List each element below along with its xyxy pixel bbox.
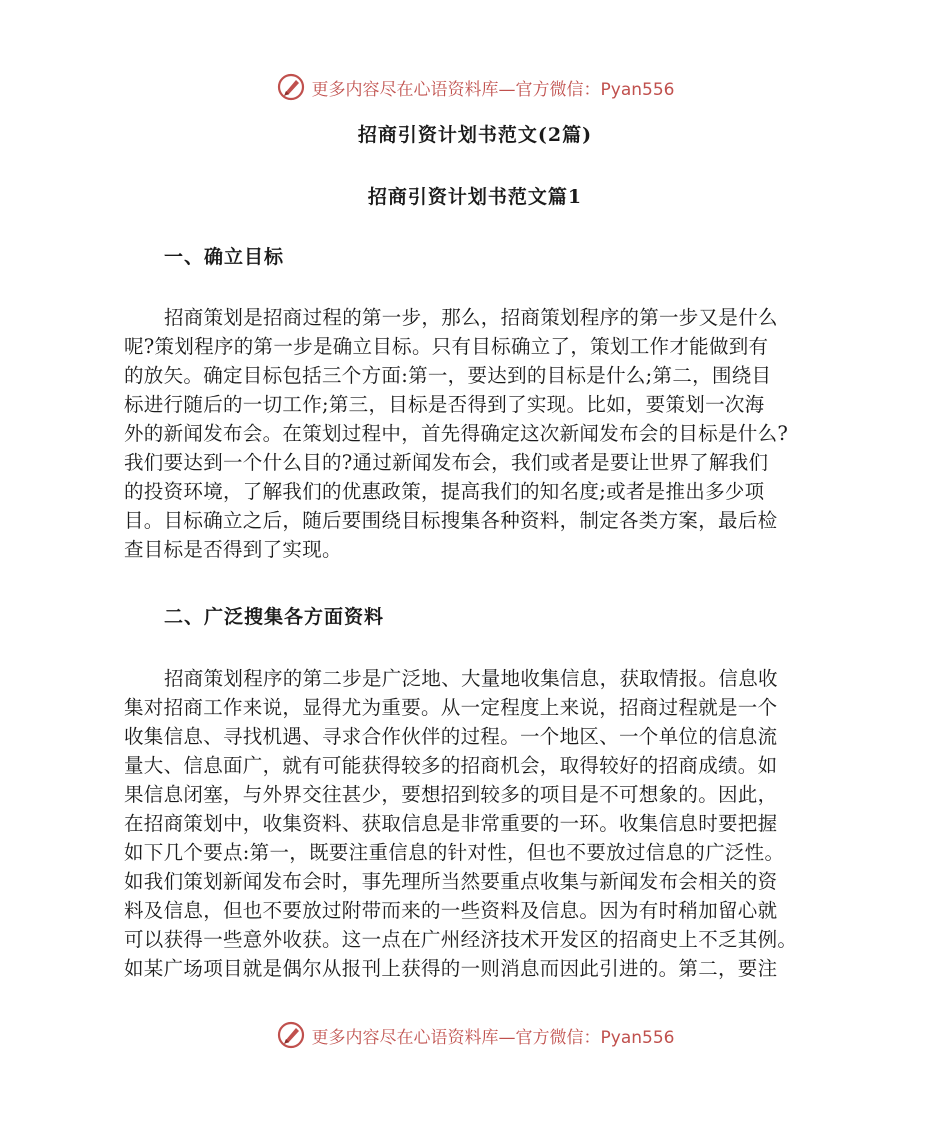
section-2-paragraph [124, 664, 844, 983]
paragraph-line: 集对招商工作来说，显得尤为重要。从一定程度上来说，招商过程就是一个 [124, 696, 778, 719]
paragraph-line: 量大、信息面广，就有可能获得较多的招商机会，取得较好的招商成绩。如 [124, 754, 778, 777]
paragraph-line: 收集信息、寻找机遇、寻求合作伙伴的过程。一个地区、一个单位的信息流 [124, 725, 778, 748]
paragraph-line: 招商策划程序的第二步是广泛地、大量地收集信息，获取情报。信息收 [164, 667, 778, 690]
paragraph-line: 可以获得一些意外收获。这一点在广州经济技术开发区的招商史上不乏其例。 [124, 928, 798, 951]
paragraph-line: 外的新闻发布会。在策划过程中，首先得确定这次新闻发布会的目标是什么? [124, 422, 789, 445]
paragraph-line: 呢?策划程序的第一步是确立目标。只有目标确立了，策划工作才能做到有 [124, 335, 769, 358]
watermark-text: 更多内容尽在心语资料库—官方微信：Pyan556 [311, 1027, 675, 1048]
paragraph-line: 如下几个要点:第一，既要注重信息的针对性，但也不要放过信息的广泛性。 [124, 841, 785, 864]
paragraph-line: 料及信息，但也不要放过附带而来的一些资料及信息。因为有时稍加留心就 [124, 899, 778, 922]
paragraph-line: 目。目标确立之后，随后要围绕目标搜集各种资料，制定各类方案，最后检 [124, 509, 778, 532]
section-1-paragraph [124, 303, 844, 564]
paragraph-line: 如某广场项目就是偶尔从报刊上获得的一则消息而因此引进的。第二，要注 [124, 957, 778, 980]
pen-logo-icon [276, 72, 306, 102]
paragraph-line: 查目标是否得到了实现。 [124, 538, 342, 561]
pen-logo-icon [276, 1020, 306, 1050]
paragraph-line: 的放矢。确定目标包括三个方面:第一，要达到的目标是什么;第二，围绕目 [124, 364, 772, 387]
document-title: 招商引资计划书范文(2篇) [357, 124, 593, 146]
footer-watermark [0, 1020, 950, 1050]
document-subtitle: 招商引资计划书范文篇1 [367, 186, 583, 208]
paragraph-line: 招商策划是招商过程的第一步，那么，招商策划程序的第一步又是什么 [164, 306, 778, 329]
watermark-text: 更多内容尽在心语资料库—官方微信：Pyan556 [311, 79, 675, 100]
paragraph-line: 如我们策划新闻发布会时，事先理所当然要重点收集与新闻发布会相关的资 [124, 870, 778, 893]
paragraph-line: 我们要达到一个什么目的?通过新闻发布会，我们或者是要让世界了解我们 [124, 451, 769, 474]
paragraph-line: 在招商策划中，收集资料、获取信息是非常重要的一环。收集信息时要把握 [124, 812, 778, 835]
header-watermark [0, 72, 950, 102]
paragraph-line: 的投资环境，了解我们的优惠政策，提高我们的知名度;或者是推出多少项 [124, 480, 765, 503]
section-heading-1: 一、确立目标 [164, 246, 285, 268]
paragraph-line: 标进行随后的一切工作;第三，目标是否得到了实现。比如，要策划一次海 [124, 393, 765, 416]
paragraph-line: 果信息闭塞，与外界交往甚少，要想招到较多的项目是不可想象的。因此， [124, 783, 778, 806]
section-heading-2: 二、广泛搜集各方面资料 [164, 606, 385, 628]
